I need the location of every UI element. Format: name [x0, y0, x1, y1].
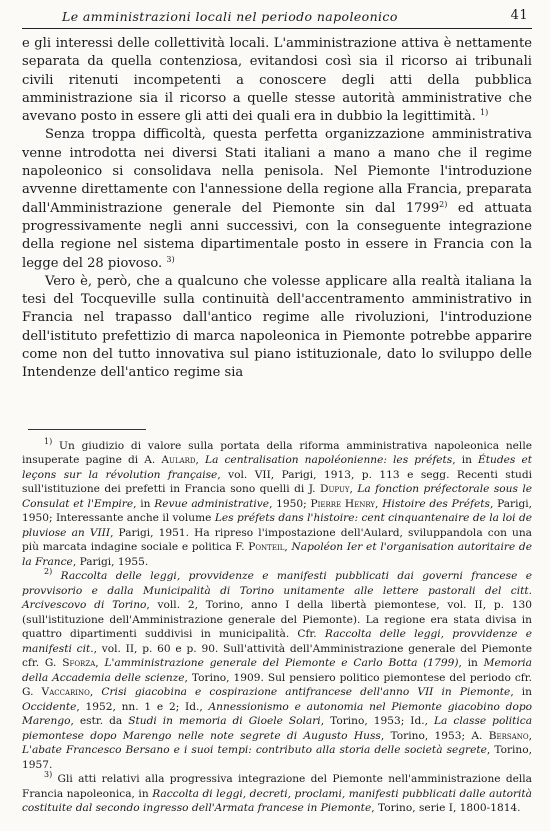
fn-text: , in	[452, 454, 472, 467]
fn-author: Dupuy	[319, 483, 350, 496]
footnote-3	[22, 772, 532, 816]
fn-title: Raccolta delle leggi, provvidenze e manifesti cit.	[22, 628, 532, 655]
fn-title: Napoléon Ier et l'organisation autoritaire de la France	[22, 541, 532, 568]
fn-text: , 1952, nn. 1 e 2; Id.,	[76, 700, 203, 713]
fn-text: Un giudizio di valore sulla portata della riforma amministrativa napoleonica nelle insuperate pagine di A.	[22, 439, 532, 467]
fn-text: , in	[458, 657, 478, 670]
fn-text: , Torino, 1953; A.	[380, 729, 483, 742]
fn-title: Occidente	[22, 700, 77, 713]
fn-text: Gli atti relativi alla progressiva integrazione del Piemonte nell'amministrazione della Francia napoleonica, in	[22, 773, 532, 800]
footnotes	[22, 436, 533, 816]
fn-text: , vol. II, p. 60 e p. 90. Sull'attività dell'Amministrazione generale del Piemonte cfr. G.	[22, 642, 532, 670]
fn-text: ,	[528, 729, 533, 742]
fn-title: La fonction préfectorale sous le Consulat et l'Empire	[22, 483, 532, 510]
fn-title: Histoire des Préfets	[382, 497, 490, 510]
fn-text: , Parigi, 1951. Ha ripreso l'impostazione dell'Aulard, sviluppandola con una più marcata indagine sociale e politica F.	[22, 526, 532, 554]
fn-title: Crisi giacobina e cospirazione antifrancese dell'anno VII in Piemonte	[101, 686, 511, 699]
fn-text: , voll. 2, Torino, anno I della libertà piemontese, vol. II, p. 130 (sull'istituzione dell'Amministrazione generale del Piemonte). La regione era stata divisa in quattro dipartimenti suddivisi in municipalità. Cfr.	[22, 599, 532, 641]
fn-title: Études et leçons sur la révolution française	[22, 454, 532, 481]
footnote-2	[22, 569, 532, 772]
fn-text: , in	[510, 686, 532, 699]
fn-author: Vaccarino	[41, 686, 90, 699]
fn-text: , Torino, 1953; Id.,	[320, 715, 428, 728]
paragraph-3	[22, 273, 532, 383]
fn-author: Aulard	[161, 454, 196, 467]
fn-title: Raccolta delle leggi, provvidenze e manifesti pubblicati dai governi francese e provvisorio e dalla Municipalità di Torino unitamente alle lettere pastorali del citt. Arcivescovo di Torino	[22, 570, 532, 612]
fn-author: Ponteil	[248, 541, 285, 554]
fn-text: ,	[95, 657, 99, 670]
footnote-2-mark: 2)	[44, 567, 53, 577]
fn-text: ,	[89, 686, 94, 699]
footnote-1	[22, 436, 533, 570]
paragraph-1	[22, 35, 532, 126]
running-header	[22, 6, 532, 29]
fn-title: Les préfets dans l'histoire: cent cinquantenaire de la loi de pluviose an VIII	[22, 512, 533, 539]
footnote-1-mark: 1)	[44, 436, 53, 446]
fn-text: ,	[195, 454, 199, 467]
fn-author: Bersano	[488, 729, 529, 742]
paragraph-1-text: e gli interessi delle collettività locali. L'amministrazione attiva è nettamente separata da quella contenziosa, evitandosi così sia il ricorso ai tribunali civili ritenuti incompetenti a conoscere degli atti della pubblica amministrazione sia il ricorso a quelle stesse autorità amministrative che avevano posto in essere gli atti dei quali era in dubbio la legittimità.	[22, 36, 532, 125]
footnote-ref-2: 2)	[439, 199, 448, 209]
paragraph-2	[22, 126, 532, 272]
fn-title: Annessionismo e autonomia nel Piemonte giacobino dopo Marengo	[22, 700, 532, 728]
fn-text: , vol. VII, Parigi, 1913, p. 113 e segg. Recenti studi sull'istituzione dei prefetti in Francia sono quelli di J.	[22, 468, 532, 496]
fn-author: Pierre Henry	[310, 497, 376, 510]
book-page	[22, 6, 532, 816]
fn-text: ,	[375, 497, 379, 510]
page-number: 41	[510, 8, 528, 23]
fn-title: Raccolta di leggi, decreti, proclami, manifesti pubblicati dalle autorità costituite dal secondo ingresso dell'Armata francese in Piemonte	[22, 787, 532, 815]
fn-text: ,	[349, 483, 353, 496]
fn-text: , Torino, 1909. Sul pensiero politico piemontese del periodo cfr. G.	[22, 671, 532, 699]
fn-text: , in	[133, 497, 151, 510]
fn-author: Sforza	[62, 657, 96, 670]
main-text	[22, 35, 532, 383]
paragraph-3-text: Vero è, però, che a qualcuno che volesse applicare alla realtà italiana la tesi del Tocqueville sulla continuità dell'accentramento amministrativo in Francia nel trapasso dall'antico regime alle rivoluzioni, l'introduzione dell'istituto prefettizio di marca napoleonica in Piemonte potrebbe apparire come non del tutto innovativa sul piano istituzionale, dato lo sviluppo delle Intendenze dell'antico regime sia	[22, 273, 532, 381]
fn-text: , Torino, 1957.	[22, 744, 532, 771]
footnote-ref-3: 3)	[166, 254, 175, 264]
fn-title: La classe politica piemontese dopo Marengo nelle note segrete di Augusto Huss	[22, 715, 533, 742]
paragraph-2-text-b: ed attuata progressivamente negli anni successivi, con la conseguente integrazione della regione nel sistema dipartimentale posto in essere in Francia con la legge del 28 piovoso.	[22, 200, 533, 271]
fn-title: La centralisation napoléonienne: les préfets	[205, 454, 453, 467]
footnote-ref-1: 1)	[480, 108, 489, 118]
running-title: Le amministrazioni locali nel periodo napoleonico	[62, 9, 398, 24]
fn-text: , Parigi, 1950; Interessante anche il volume	[22, 497, 533, 525]
footnote-3-mark: 3)	[44, 770, 53, 780]
paragraph-2-text-a: Senza troppa difficoltà, questa perfetta organizzazione amministrativa venne introdotta nei diversi Stati italiani a mano a mano che il regime napoleonico si consolidava nella penisola. Nel Piemonte l'introduzione avvenne direttamente con l'annessione della regione alla Francia, preparata dall'Amministrazione generale del Piemonte sin dal 1799	[22, 127, 532, 216]
fn-title: L'amministrazione generale del Piemonte e Carlo Botta (1799)	[104, 657, 459, 670]
footnote-separator	[28, 429, 146, 430]
fn-text: , estr. da	[70, 715, 123, 728]
fn-title: Revue administrative	[154, 497, 270, 510]
fn-text: , 1950;	[269, 497, 307, 510]
fn-text: ,	[284, 541, 288, 554]
fn-text: , Parigi, 1955.	[72, 555, 149, 568]
fn-title: Studi in memoria di Gioele Solari	[128, 715, 321, 728]
fn-text: , Torino, serie I, 1800-1814.	[371, 802, 521, 815]
fn-title: Memoria della Accademia delle scienze	[22, 657, 532, 684]
fn-title: L'abate Francesco Bersano e i suoi tempi: contributo alla storia delle società segrete	[22, 744, 487, 757]
